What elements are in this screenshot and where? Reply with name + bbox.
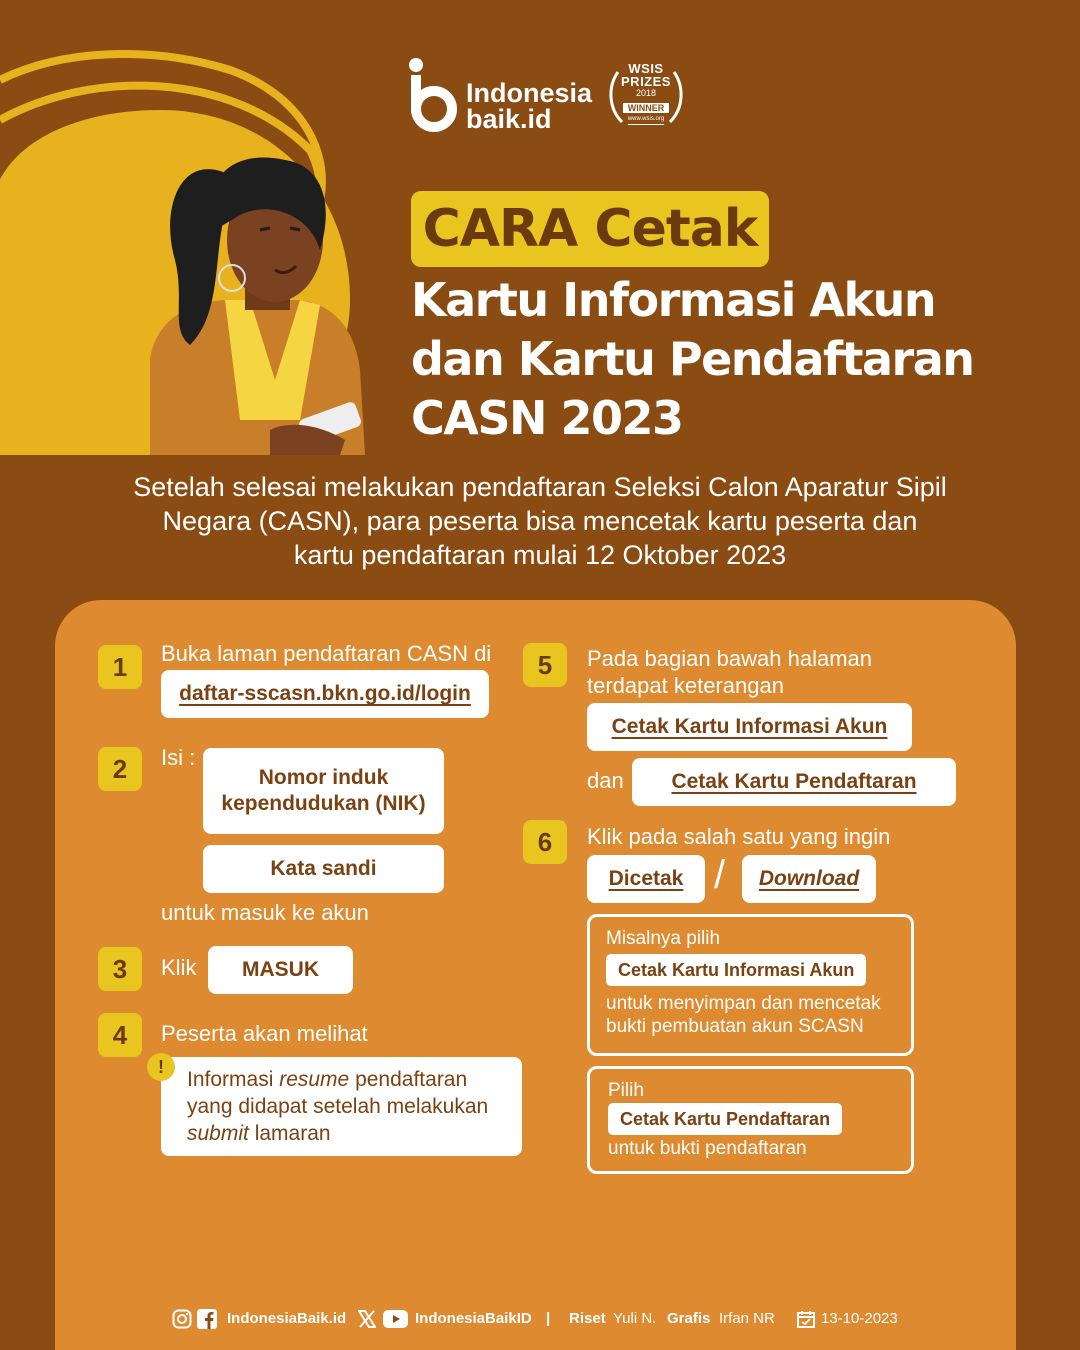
casn-login-link[interactable]: daftar-sscasn.bkn.go.id/login [161,670,489,718]
intro-line1: Setelah selesai melakukan pendaftaran Seleksi Calon Aparatur Sipil [133,472,947,502]
step6-text: Klik pada salah satu yang ingin [587,824,891,849]
intro-line2: Negara (CASN), para peserta bisa mencetak kartu peserta dan [162,506,918,536]
info-text-mid: pendaftaran [349,1068,468,1091]
option-slash: / [714,853,726,897]
step5-dan: dan [587,768,624,793]
intro-line3: kartu pendaftaran mulai 12 Oktober 2023 [293,540,787,570]
step4-number: 4 [98,1013,142,1057]
facebook-icon[interactable] [197,1309,217,1329]
title-line3: CASN 2023 [411,391,683,445]
example2-tag: Cetak Kartu Pendaftaran [608,1103,842,1135]
footer-separator: | [546,1310,551,1327]
resume-info-text [187,1066,488,1147]
download-button[interactable]: Download [742,855,876,903]
step5-number: 5 [523,643,567,687]
intro-paragraph [80,470,1000,572]
title-line1: Kartu Informasi Akun [411,273,936,327]
step2-after-text: untuk masuk ke akun [161,900,369,925]
x-twitter-icon[interactable] [358,1310,376,1328]
riset-label: Riset [569,1310,606,1327]
example2-line1: untuk bukti pendaftaran [608,1138,807,1159]
step2-number: 2 [98,747,142,791]
step5-line2: terdapat keterangan [587,673,784,698]
dicetak-button[interactable]: Dicetak [587,855,705,903]
info-text-line2: yang didapat setelah melakukan [187,1095,489,1118]
nik-field[interactable] [203,748,444,834]
award-year: 2018 [635,88,657,98]
title-line2: dan Kartu Pendaftaran [411,332,974,386]
example1-tag: Cetak Kartu Informasi Akun [606,954,866,986]
password-field[interactable]: Kata sandi [203,845,444,893]
example1-line1: untuk menyimpan dan mencetak [606,993,881,1014]
footer-handle2[interactable]: IndonesiaBaikID [415,1310,532,1327]
award-url: www.wsis.org [627,116,665,122]
indonesiabaik-logo-icon [408,57,460,133]
info-text-post: lamaran [248,1122,331,1145]
laurel-icon [604,66,688,132]
cetak-kartu-pendaftaran-link[interactable]: Cetak Kartu Pendaftaran [632,758,956,806]
instagram-icon[interactable] [172,1309,192,1329]
step5-line1: Pada bagian bawah halaman [587,646,873,671]
info-text-pre: Informasi [187,1068,280,1091]
step2-text: Isi : [161,745,196,770]
step4-text: Peserta akan melihat [161,1021,368,1046]
nik-label-line2: kependudukan (NIK) [221,792,426,815]
brand-name-line1: Indonesia [466,78,593,108]
title-highlight: CARA Cetak [411,191,769,267]
award-line1: WSIS [628,61,664,76]
step1-number: 1 [98,645,142,689]
footer-date: 13-10-2023 [821,1310,898,1327]
step3-text: Klik [161,955,197,980]
riset-name: Yuli N. [613,1310,657,1327]
info-text-resume: resume [279,1068,350,1091]
grafis-label: Grafis [667,1310,711,1327]
step1-text: Buka laman pendaftaran CASN di [161,641,492,666]
youtube-icon[interactable] [383,1310,408,1328]
masuk-button[interactable]: MASUK [208,946,353,994]
cetak-kartu-informasi-akun-link[interactable]: Cetak Kartu Informasi Akun [587,703,912,751]
award-winner: WINNER [623,103,670,113]
nik-label-line1: Nomor induk [258,766,389,789]
award-line2: PRIZES [621,74,671,89]
brand-name-line2: baik.id [466,104,552,134]
example1-line2: bukti pembuatan akun SCASN [606,1016,864,1037]
step6-number: 6 [523,820,567,864]
example2-pre: Pilih [608,1080,644,1101]
footer-handle1[interactable]: IndonesiaBaik.id [227,1310,347,1327]
grafis-name: Irfan NR [719,1310,775,1327]
example1-pre: Misalnya pilih [606,928,721,949]
info-text-submit: submit [187,1122,249,1145]
footer [0,1306,1080,1334]
step3-number: 3 [98,947,142,991]
calendar-icon [797,1310,815,1328]
warning-icon: ! [147,1053,175,1081]
resume-info-box [161,1057,522,1156]
woman-illustration [0,0,380,470]
